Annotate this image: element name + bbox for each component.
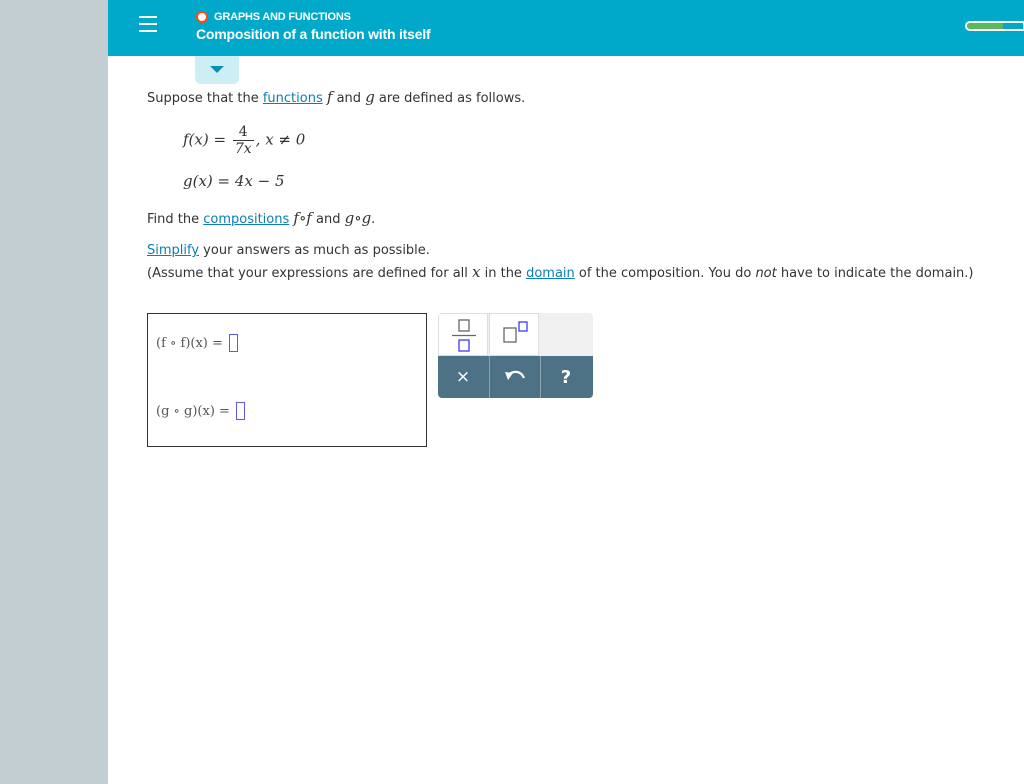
progress-bar <box>965 21 1024 31</box>
toolbar-bottom <box>438 356 593 398</box>
clear-button[interactable] <box>438 356 488 398</box>
page-title: Composition of a function with itself <box>196 26 431 42</box>
fof-label: (f ∘ f)(x) = <box>156 335 223 351</box>
hamburger-line <box>139 30 157 32</box>
gog-answer-row <box>156 402 245 420</box>
gog-input[interactable] <box>236 402 245 420</box>
left-rail <box>0 0 108 784</box>
x-icon: × <box>455 367 471 387</box>
intro-line <box>147 88 525 106</box>
header-bar <box>108 0 1024 56</box>
f-denominator: 7x <box>234 141 252 157</box>
fraction-icon <box>439 314 489 357</box>
intro-tail: are defined as follows. <box>374 91 526 106</box>
math-toolbar <box>438 313 593 398</box>
fof-symbol: f∘f <box>293 209 312 227</box>
hamburger-line <box>139 23 157 25</box>
gog-label: (g ∘ g)(x) = <box>156 403 230 419</box>
gog-symbol: g∘g <box>344 209 372 227</box>
domain-link[interactable]: domain <box>526 266 575 281</box>
assume-line <box>147 263 974 281</box>
assume-text: (Assume that your expressions are defined for all <box>147 266 473 281</box>
simplify-text: your answers as much as possible. <box>199 243 430 258</box>
topic-status-icon <box>196 11 208 23</box>
not-emphasis: not <box>755 266 777 281</box>
g-symbol: g <box>365 88 375 106</box>
topic-label: GRAPHS AND FUNCTIONS <box>214 11 351 23</box>
assume-mid: in the <box>480 266 527 281</box>
exponent-button[interactable] <box>489 313 539 356</box>
toolbar-top <box>438 313 593 356</box>
x-symbol: x <box>472 263 481 281</box>
intro-text: Suppose that the <box>147 91 263 106</box>
f-fraction <box>233 124 254 157</box>
exponent-icon <box>490 314 540 357</box>
menu-button[interactable] <box>136 13 160 35</box>
answer-box <box>147 313 427 447</box>
f-numerator: 4 <box>238 124 248 140</box>
f-definition <box>183 124 305 157</box>
find-and: and <box>311 212 345 227</box>
functions-link[interactable]: functions <box>262 91 323 106</box>
assume-mid2: of the composition. You do <box>574 266 756 281</box>
f-lhs: f(x) = <box>183 130 227 149</box>
f-symbol: f <box>326 88 333 106</box>
fraction-button[interactable] <box>438 313 488 356</box>
find-period: . <box>371 212 376 227</box>
expand-tab[interactable] <box>195 56 239 84</box>
help-button[interactable] <box>540 356 591 398</box>
undo-button[interactable] <box>489 356 540 398</box>
intro-and: and <box>332 91 366 106</box>
g-definition: g(x) = 4x − 5 <box>183 172 285 190</box>
caret-down-icon <box>210 66 224 73</box>
topic-row <box>196 9 351 25</box>
compositions-link[interactable]: compositions <box>203 212 290 227</box>
undo-icon <box>504 370 526 384</box>
fof-input[interactable] <box>229 334 238 352</box>
fof-answer-row <box>156 334 238 352</box>
f-condition: , x ≠ 0 <box>255 130 306 149</box>
assume-tail: have to indicate the domain.) <box>776 266 974 281</box>
simplify-line <box>147 243 430 258</box>
find-text: Find the <box>147 212 204 227</box>
hamburger-icon <box>139 16 157 18</box>
question-icon: ? <box>560 366 572 388</box>
progress-fill <box>967 23 1003 29</box>
simplify-link[interactable]: Simplify <box>147 243 200 258</box>
find-line <box>147 209 375 227</box>
